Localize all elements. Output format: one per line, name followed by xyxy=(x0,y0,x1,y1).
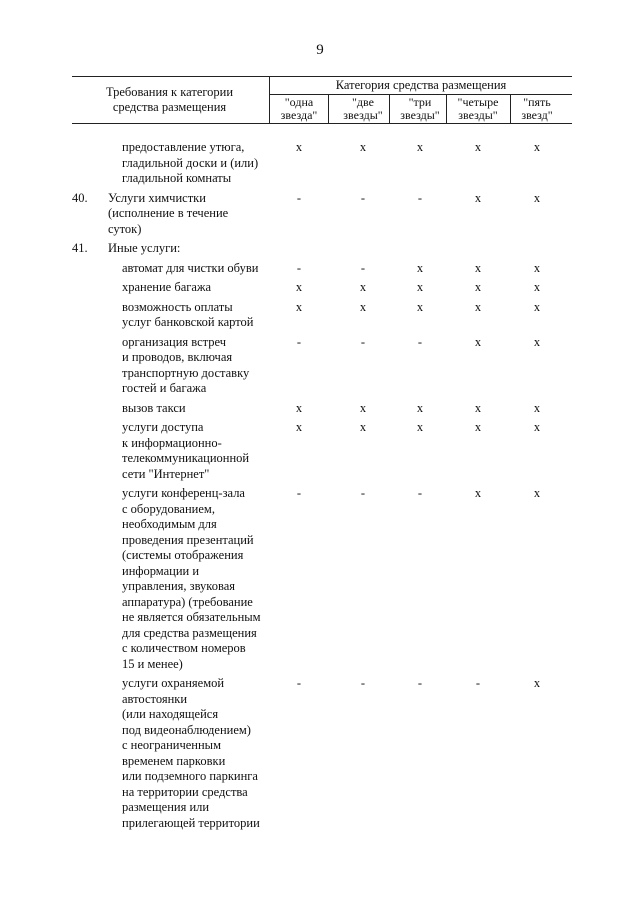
category-mark-4: x xyxy=(474,260,482,275)
category-mark-3: x xyxy=(416,420,424,434)
category-column-1: "одна звезда" xyxy=(280,95,318,122)
category-mark-2: - xyxy=(360,190,366,205)
requirement-text: организация встреч и проводов, включая транспортную доставку гостей и багажа xyxy=(122,334,250,395)
row-number: 40. xyxy=(72,190,88,205)
category-mark-3: - xyxy=(417,486,423,500)
category-mark-4: x xyxy=(474,486,482,500)
category-mark-1: - xyxy=(296,486,302,500)
category-mark-3: - xyxy=(417,190,423,205)
category-mark-1: - xyxy=(296,334,302,349)
category-mark-3: x xyxy=(416,140,424,154)
category-mark-1: x xyxy=(295,400,303,415)
table-row xyxy=(72,676,572,831)
category-mark-5: x xyxy=(533,280,541,294)
row-number: 41. xyxy=(72,241,88,255)
category-mark-2: x xyxy=(359,280,367,294)
category-mark-2: - xyxy=(360,676,366,690)
category-mark-4: x xyxy=(474,420,482,434)
category-mark-5: x xyxy=(533,334,541,349)
category-column-2: "две звезды" xyxy=(343,95,383,122)
category-column-5: "пять звезд" xyxy=(521,95,553,122)
table-row xyxy=(72,300,572,331)
requirement-text: предоставление утюга, гладильной доски и (или) гладильной комнаты xyxy=(122,140,259,185)
category-mark-2: - xyxy=(360,486,366,500)
category-mark-4: x xyxy=(474,140,482,154)
category-header: Категория средства размещения xyxy=(335,78,507,92)
requirement-text: хранение багажа xyxy=(122,280,212,294)
category-mark-2: x xyxy=(359,420,367,434)
category-mark-1: x xyxy=(295,280,303,294)
category-mark-5: x xyxy=(533,400,541,415)
category-mark-4: x xyxy=(474,299,482,314)
category-mark-3: - xyxy=(417,334,423,349)
table-body xyxy=(72,140,572,831)
category-mark-1: - xyxy=(296,260,302,275)
category-columns xyxy=(270,95,572,123)
requirement-text: автомат для чистки обуви xyxy=(122,260,259,275)
table-row xyxy=(72,261,572,277)
category-mark-1: - xyxy=(296,676,302,690)
page-number: 9 xyxy=(316,42,324,58)
category-mark-5: x xyxy=(533,260,541,275)
category-mark-4: x xyxy=(474,280,482,294)
category-mark-1: x xyxy=(295,140,303,154)
category-mark-1: x xyxy=(295,420,303,434)
category-mark-3: - xyxy=(417,676,423,690)
requirement-text: Иные услуги: xyxy=(108,241,181,255)
category-mark-4: x xyxy=(474,400,482,415)
requirement-text: услуги охраняемой автостоянки (или находящейся под видеонаблюдением) с неограниченным временем парковки или подземного паркинга на территории средства размещения или прилегающей территории xyxy=(122,676,260,830)
table-header xyxy=(72,76,572,124)
column-divider xyxy=(328,95,329,123)
category-mark-1: x xyxy=(295,299,303,314)
category-mark-5: x xyxy=(533,420,541,434)
category-mark-4: x xyxy=(474,190,482,205)
requirements-table xyxy=(72,76,572,835)
table-row xyxy=(72,401,572,417)
requirement-text: услуги конференц-зала с оборудованием, необходимым для проведения презентаций (системы отображения информации и управления, звуковая аппаратура) (требование не является обязательным для средства размещения с количеством номеров 15 и менее) xyxy=(122,486,261,671)
table-row xyxy=(72,335,572,397)
column-divider xyxy=(446,95,447,123)
category-column-4: "четыре звезды" xyxy=(457,95,499,122)
requirement-text: возможность оплаты услуг банковской картой xyxy=(122,299,254,329)
category-mark-3: x xyxy=(416,280,424,294)
category-mark-4: - xyxy=(475,676,481,690)
category-mark-2: - xyxy=(360,334,366,349)
table-row xyxy=(72,241,572,257)
category-mark-3: x xyxy=(416,260,424,275)
requirements-header: Требования к категории средства размещения xyxy=(105,85,234,114)
table-row xyxy=(72,420,572,482)
category-mark-3: x xyxy=(416,400,424,415)
requirement-text: Услуги химчистки (исполнение в течение суток) xyxy=(108,190,229,236)
category-mark-5: x xyxy=(533,299,541,314)
category-mark-2: x xyxy=(359,400,367,415)
category-mark-2: x xyxy=(359,299,367,314)
table-row xyxy=(72,191,572,238)
category-mark-5: x xyxy=(533,676,541,690)
column-divider xyxy=(510,95,511,123)
category-mark-2: - xyxy=(360,260,366,275)
category-mark-4: x xyxy=(474,334,482,349)
category-mark-5: x xyxy=(533,190,541,205)
category-mark-5: x xyxy=(533,140,541,154)
category-mark-5: x xyxy=(533,486,541,500)
table-row xyxy=(72,486,572,672)
table-row xyxy=(72,280,572,296)
category-column-3: "три звезды" xyxy=(400,95,440,122)
requirement-text: вызов такси xyxy=(122,400,186,415)
category-mark-3: x xyxy=(416,299,424,314)
category-mark-2: x xyxy=(359,140,367,154)
table-row xyxy=(72,140,572,187)
requirement-text: услуги доступа к информационно- телекоммуникационной сети "Интернет" xyxy=(122,420,250,481)
column-divider xyxy=(389,95,390,123)
category-mark-1: - xyxy=(296,190,302,205)
